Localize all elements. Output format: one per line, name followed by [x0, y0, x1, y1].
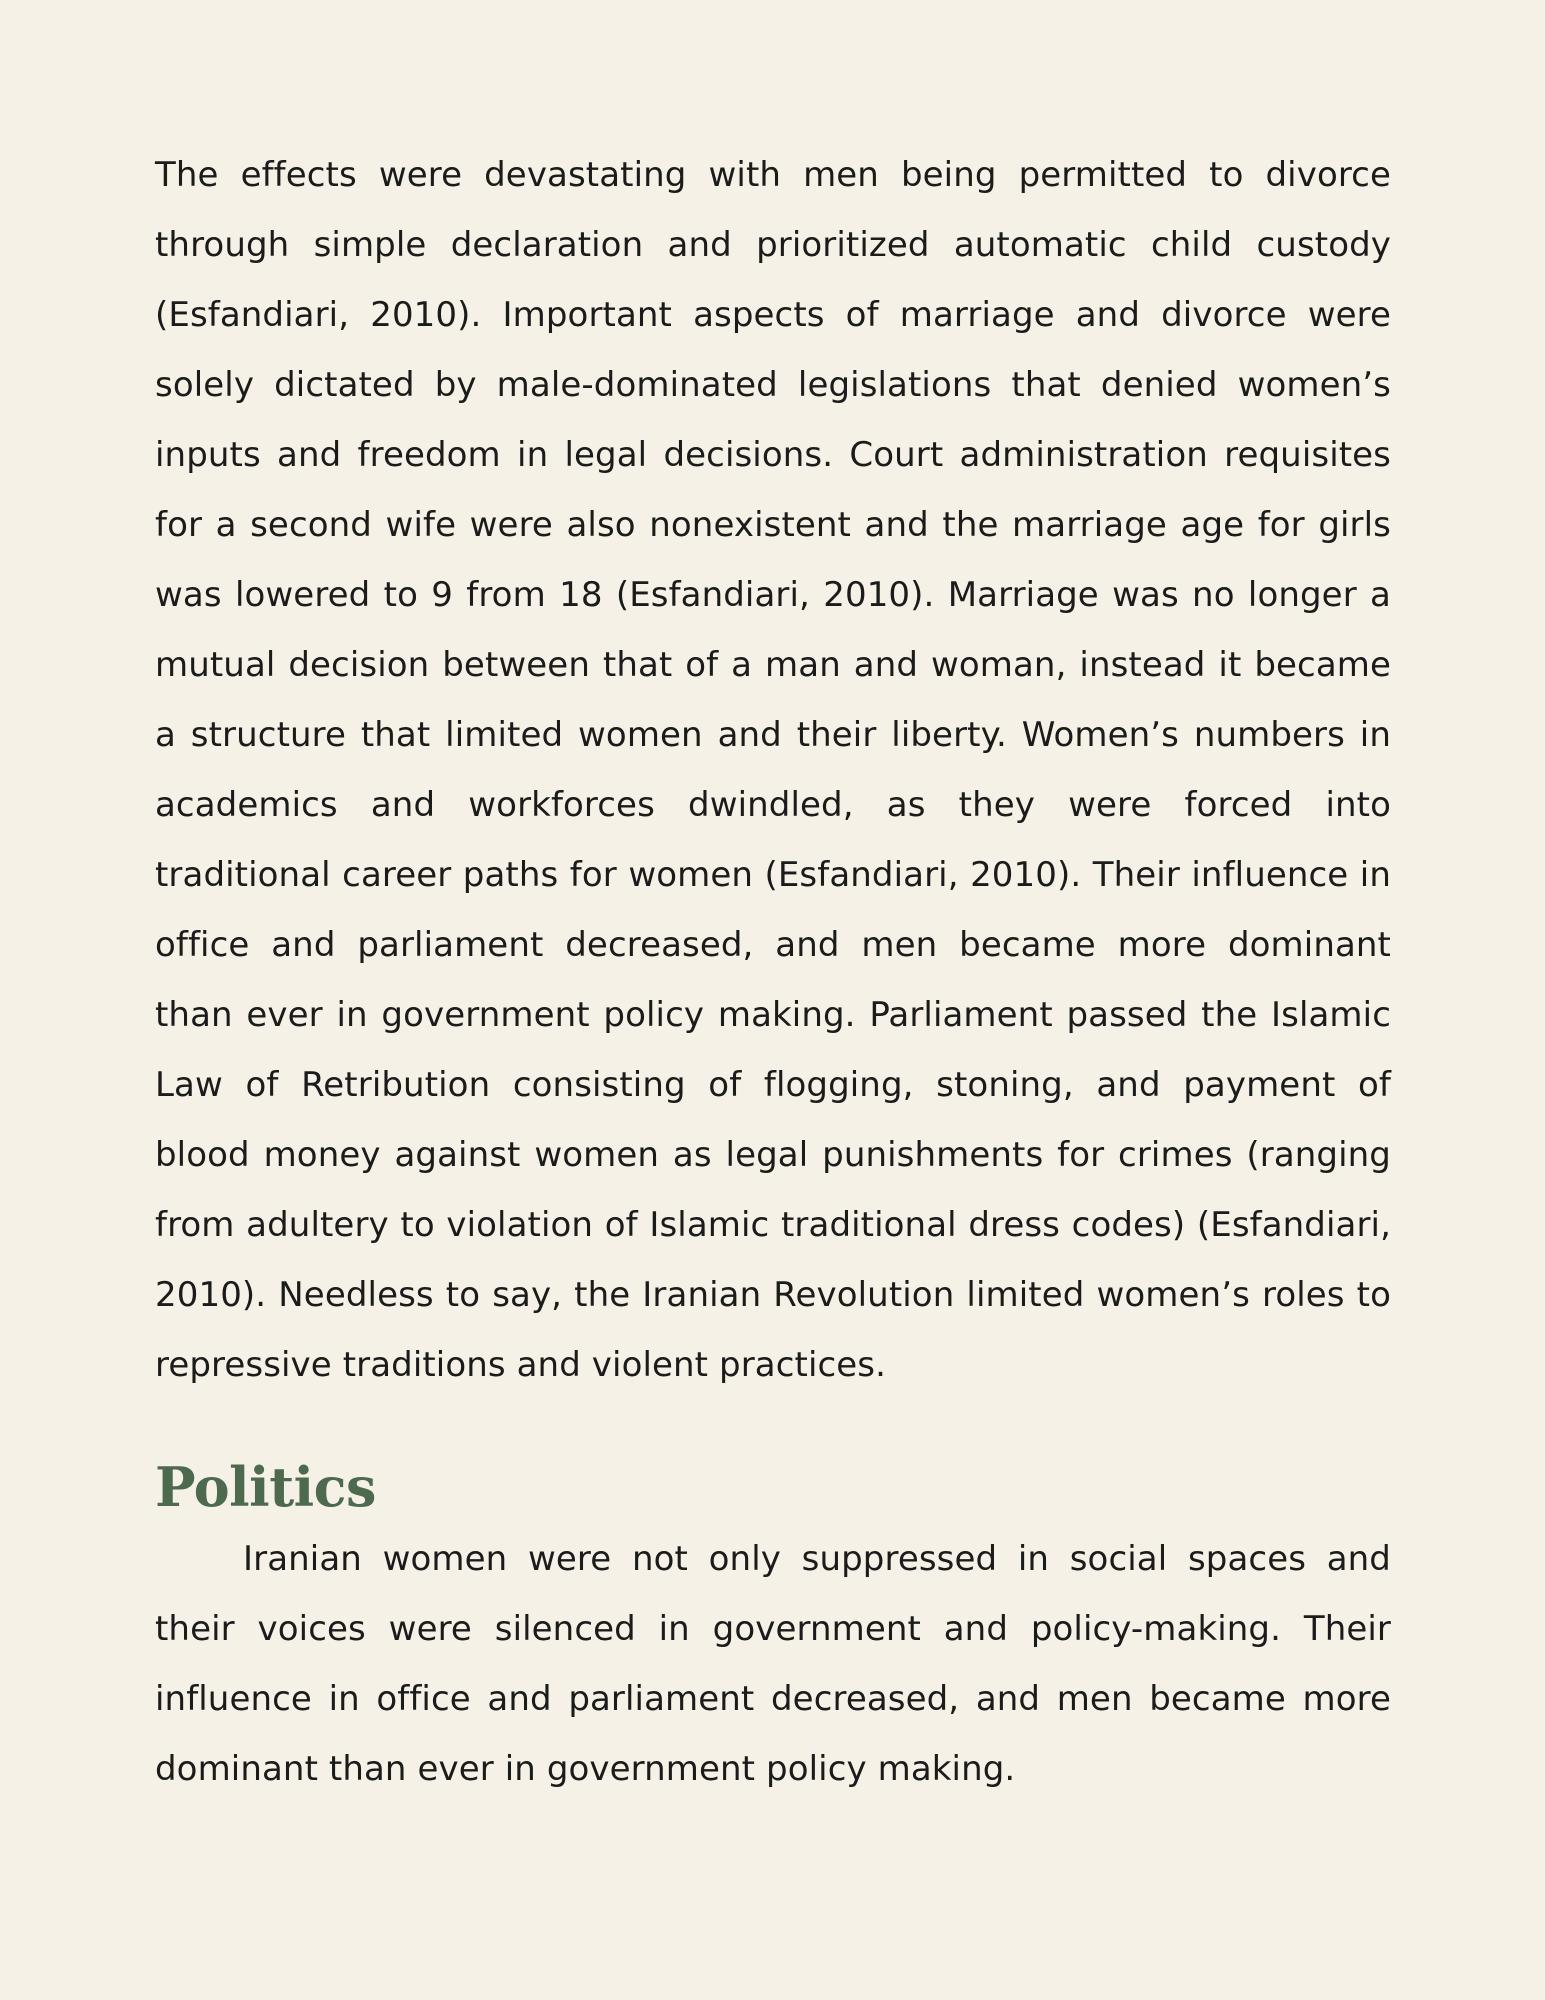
document-page	[155, 140, 1391, 1804]
body-paragraph-2: Iranian women were not only suppressed in social spaces and their voices were silenced in government and policy-making. Their influence in office and parliament decreased, and men became more dominant than ever in government policy making.	[155, 1539, 1391, 1789]
section-heading-politics: Politics	[155, 1455, 376, 1519]
body-paragraph-1: The effects were devastating with men being permitted to divorce through simple declaration and prioritized automatic child custody (Esfandiari, 2010). Important aspects of marriage and divorce were solely dictated by male-dominated legislations that denied women’s inputs and freedom in legal decisions. Court administration requisites for a second wife were also nonexistent and the marriage age for girls was lowered to 9 from 18 (Esfandiari, 2010). Marriage was no longer a mutual decision between that of a man and woman, instead it became a structure that limited women and their liberty. Women’s numbers in academics and workforces dwindled, as they were forced into traditional career paths for women (Esfandiari, 2010). Their influence in office and parliament decreased, and men became more dominant than ever in government policy making. Parliament passed the Islamic Law of Retribution consisting of flogging, stoning, and payment of blood money against women as legal punishments for crimes (ranging from adultery to violation of Islamic traditional dress codes) (Esfandiari, 2010). Needless to say, the Iranian Revolution limited women’s roles to repressive traditions and violent practices.	[155, 155, 1391, 1385]
